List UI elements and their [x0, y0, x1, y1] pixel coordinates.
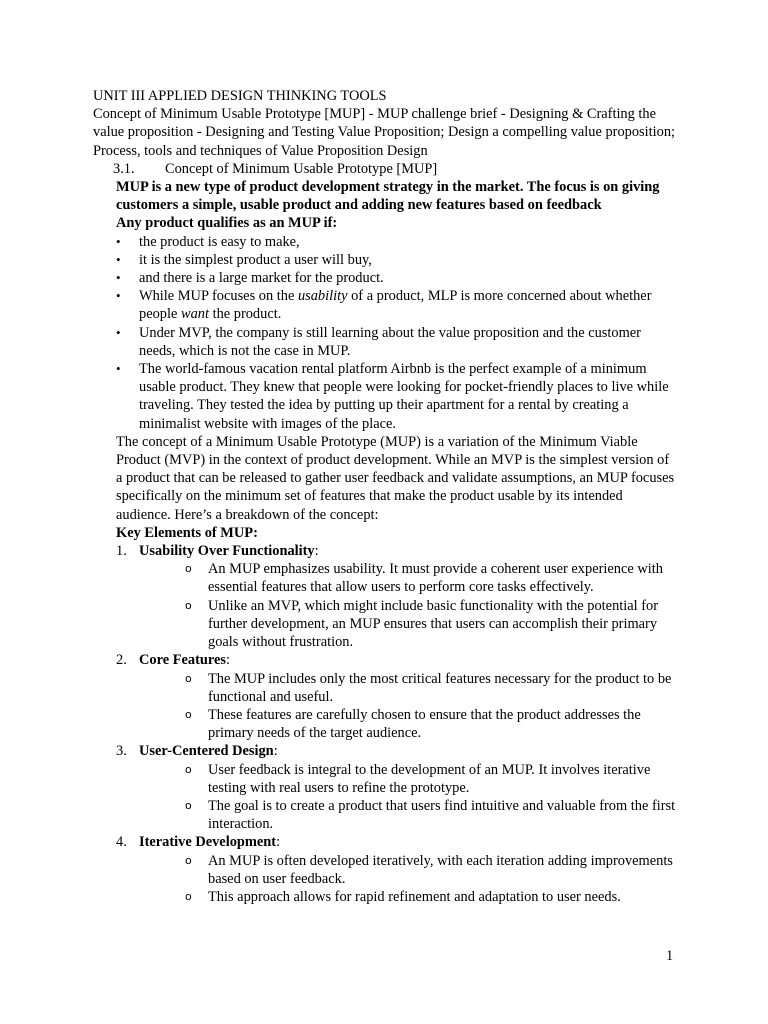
qualifies-heading: Any product qualifies as an MUP if:: [116, 215, 338, 232]
page-content: [93, 87, 678, 906]
colon: :: [225, 652, 230, 669]
list-item: • it is the simplest product a user will buy,: [116, 251, 678, 269]
list-item-airbnb: • The world-famous vacation rental platform Airbnb is the perfect example of a minimum usable product. They knew that people were looking for pocket-friendly places to live while traveling. They tested the idea by putting up their apartment for a rental by creating a minimalist website with images of the place.: [116, 360, 678, 433]
list-number: 4.: [116, 834, 127, 851]
emphasis-usability: usability: [297, 288, 348, 305]
sub-list: [139, 560, 678, 651]
key-element-title: Iterative Development: [139, 834, 277, 851]
text-run: While MUP focuses on the: [139, 288, 298, 305]
list-item-mvp: • Under MVP, the company is still learning about the value proposition and the customer needs, which is not the case in MUP.: [116, 324, 678, 360]
sub-list-item: o The goal is to create a product that users find intuitive and valuable from the first interaction.: [185, 797, 678, 833]
sub-list: [139, 670, 678, 743]
key-element-iterative: [116, 833, 678, 906]
list-item: • and there is a large market for the product.: [116, 269, 678, 287]
list-number: 1.: [116, 543, 127, 560]
sub-list: [139, 761, 678, 834]
colon: :: [273, 743, 278, 760]
key-element-title: Core Features: [139, 652, 226, 669]
key-elements-heading: Key Elements of MUP:: [116, 524, 258, 541]
section-number: 3.1.: [113, 160, 135, 177]
section-body: [116, 178, 678, 906]
key-element-core-features: [116, 651, 678, 742]
key-element-user-centered: [116, 742, 678, 833]
page-number: 1: [666, 948, 674, 964]
list-number: 3.: [116, 743, 127, 760]
sub-list-item: o This approach allows for rapid refinement and adaptation to user needs.: [185, 888, 678, 906]
concept-paragraph: The concept of a Minimum Usable Prototype (MUP) is a variation of the Minimum Viable Product (MVP) in the context of product development. While an MVP is the simplest version of a product that can be released to gather user feedback and validate assumptions, an MUP focuses specifically on the minimum set of features that make the product usable by its intended audience. Here’s a breakdown of the concept:: [116, 433, 675, 523]
sub-list-item: o An MUP emphasizes usability. It must provide a coherent user experience with essential features that allow users to perform core tasks effectively.: [185, 560, 678, 596]
text-run: of a product, MLP is more concerned about whether people: [139, 288, 652, 323]
key-element-title: Usability Over Functionality: [139, 543, 315, 560]
unit-heading: UNIT III APPLIED DESIGN THINKING TOOLS: [93, 88, 387, 104]
sub-list: [139, 852, 678, 907]
sub-list-item: o An MUP is often developed iteratively, with each iteration adding improvements based on user feedback.: [185, 852, 678, 888]
list-item-mlp: [116, 287, 678, 323]
qualification-list: [116, 233, 678, 433]
key-element-usability: [116, 542, 678, 651]
list-item: • the product is easy to make,: [116, 233, 678, 251]
key-elements-list: [116, 542, 678, 906]
emphasis-want: want: [180, 306, 209, 323]
sub-list-item: o These features are carefully chosen to ensure that the product addresses the primary needs of the target audience.: [185, 706, 678, 742]
sub-list-item: o User feedback is integral to the development of an MUP. It involves iterative testing with real users to refine the prototype.: [185, 761, 678, 797]
colon: :: [314, 543, 319, 560]
intro-statement: MUP is a new type of product development strategy in the market. The focus is on giving customers a simple, usable product and adding new features based on feedback: [116, 179, 660, 214]
unit-topics: Concept of Minimum Usable Prototype [MUP] - MUP challenge brief - Designing & Crafting the value proposition - Designing and Testing Value Proposition; Design a compelling value proposition; Process, tools and techniques of Value Proposition Design: [93, 106, 676, 159]
colon: :: [276, 834, 281, 851]
section-heading: [113, 160, 678, 178]
list-number: 2.: [116, 652, 127, 669]
sub-list-item: o Unlike an MVP, which might include basic functionality with the potential for further development, an MUP ensures that users can accomplish their primary goals without frustration.: [185, 597, 678, 652]
sub-list-item: o The MUP includes only the most critical features necessary for the product to be functional and useful.: [185, 670, 678, 706]
key-element-title: User-Centered Design: [139, 743, 274, 760]
section-title: Concept of Minimum Usable Prototype [MUP]: [165, 160, 438, 177]
text-run: the product.: [208, 306, 282, 323]
